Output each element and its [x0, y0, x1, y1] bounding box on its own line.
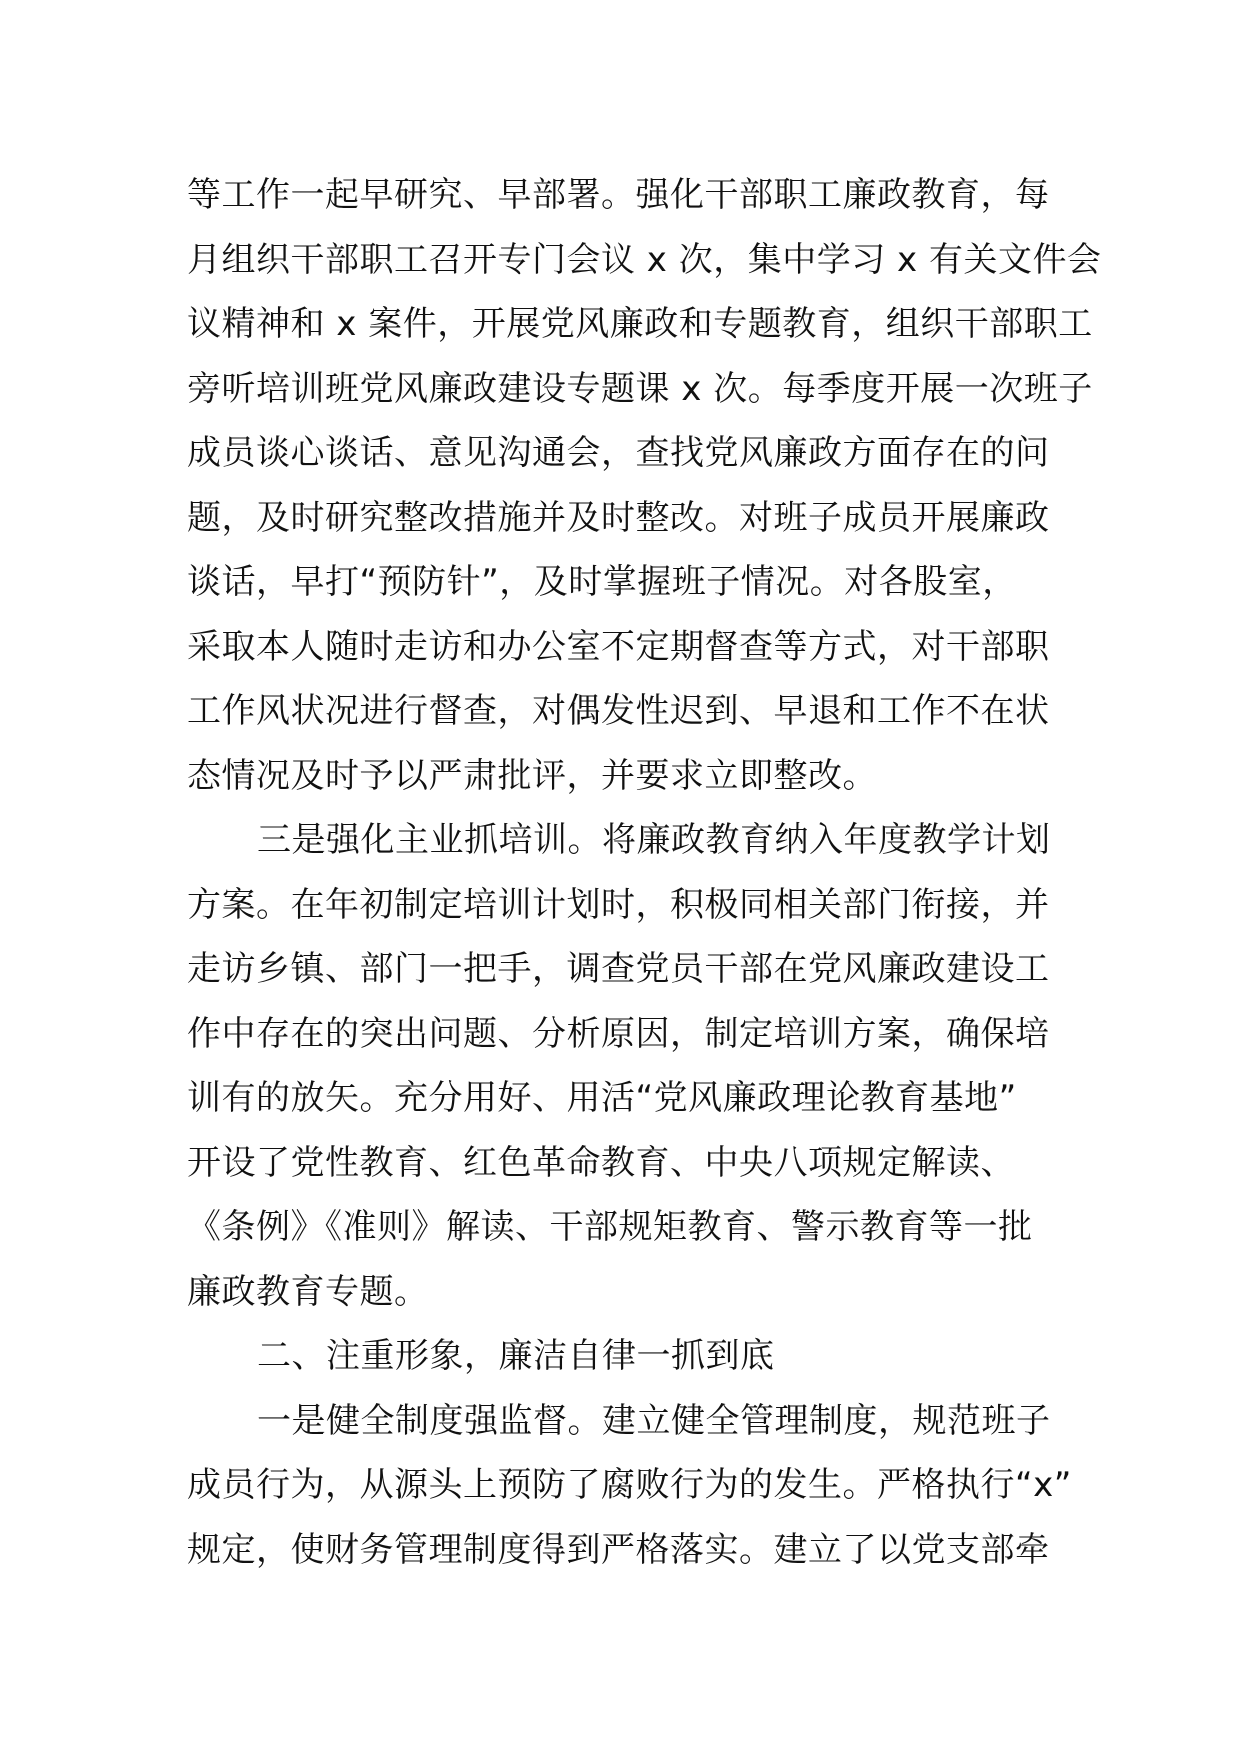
text-line: 《条例》《准则》解读、干部规矩教育、警示教育等一批 [187, 1207, 1033, 1247]
text-line: 工作风状况进行督查，对偶发性迟到、早退和工作不在状 [187, 691, 1050, 731]
text-line: 采取本人随时走访和办公室不定期督查等方式，对干部职 [187, 626, 1050, 667]
text-line: 谈话，早打“预防针”，及时掌握班子情况。对各股室， [187, 562, 1017, 602]
text-line: 训有的放矢。充分用好、用活“党风廉政理论教育基地” [187, 1078, 1017, 1118]
text-line: 走访乡镇、部门一把手，调查党员干部在党风廉政建设工 [187, 949, 1050, 989]
section-heading: 二、注重形象，廉洁自律一抓到底 [257, 1336, 775, 1376]
text-line: 成员谈心谈话、意见沟通会，查找党风廉政方面存在的问 [187, 433, 1050, 473]
text-line: 规定，使财务管理制度得到严格落实。建立了以党支部牵 [187, 1529, 1050, 1570]
text-line: 作中存在的突出问题、分析原因，制定培训方案，确保培 [187, 1013, 1050, 1054]
document-body [187, 163, 1102, 1582]
text-line: 议精神和 x 案件，开展党风廉政和专题教育，组织干部职工 [187, 304, 1093, 344]
text-line: 态情况及时予以严肃批评，并要求立即整改。 [187, 755, 877, 796]
paragraph-start-line: 一是健全制度强监督。建立健全管理制度，规范班子 [257, 1400, 1051, 1441]
text-line: 月组织干部职工召开专门会议 x 次，集中学习 x 有关文件会 [187, 239, 1102, 280]
text-line: 开设了党性教育、红色革命教育、中央八项规定解读、 [187, 1142, 1015, 1183]
text-line: 题，及时研究整改措施并及时整改。对班子成员开展廉政 [187, 497, 1050, 538]
paragraph-start-line: 三是强化主业抓培训。将廉政教育纳入年度教学计划 [257, 820, 1051, 860]
text-line: 廉政教育专题。 [187, 1271, 429, 1312]
text-line: 等工作一起早研究、早部署。强化干部职工廉政教育，每 [187, 175, 1050, 215]
text-line: 旁听培训班党风廉政建设专题课 x 次。每季度开展一次班子 [187, 368, 1093, 409]
text-line: 方案。在年初制定培训计划时，积极同相关部门衔接，并 [187, 884, 1050, 925]
text-line: 成员行为，从源头上预防了腐败行为的发生。严格执行“x” [187, 1465, 1072, 1505]
